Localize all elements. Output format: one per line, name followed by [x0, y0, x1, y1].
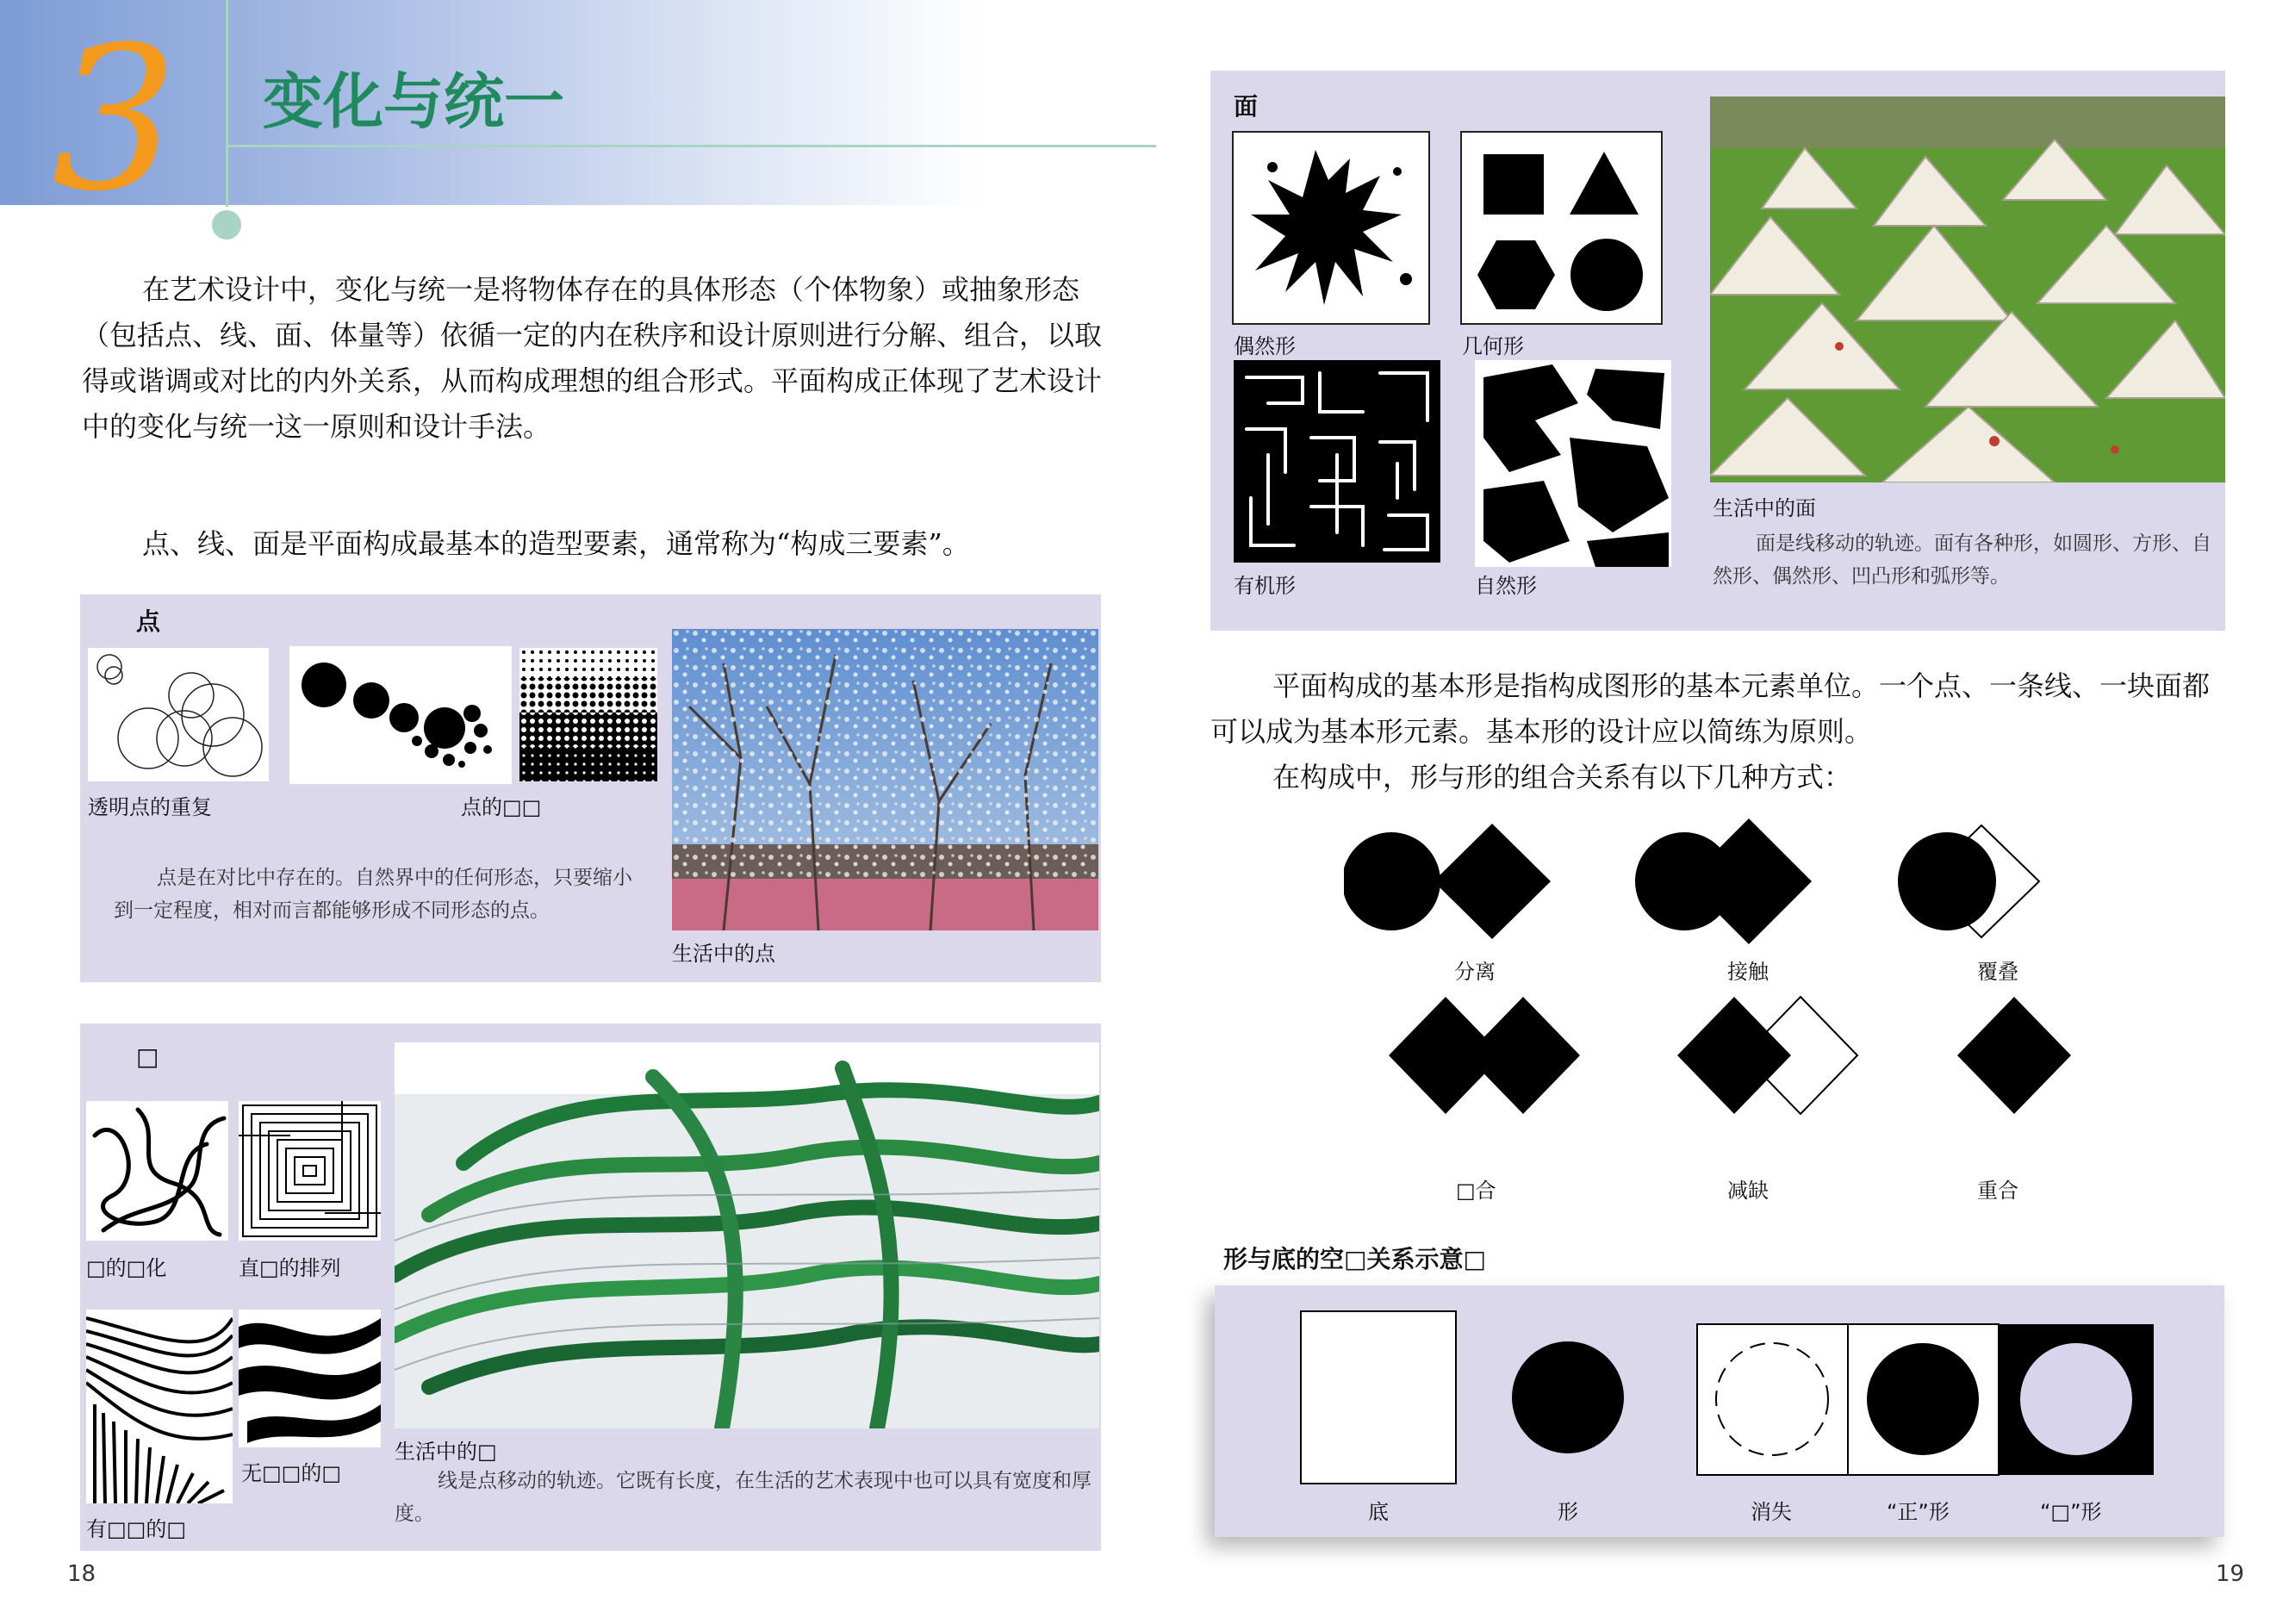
header-line — [226, 145, 1156, 147]
straight-lines-caption: 直□的排列 — [239, 1256, 341, 1280]
elements-line: 点、线、面是平面构成最基本的造型要素，通常称为“构成三要素”。 — [142, 527, 970, 560]
natural-shape-image — [1475, 360, 1671, 567]
lines-in-life-caption: 生活中的□ — [395, 1440, 497, 1464]
natural-shape-caption: 自然形 — [1475, 574, 1537, 598]
page-number-left: 18 — [67, 1561, 96, 1587]
curved-lines-image — [86, 1101, 228, 1241]
chapter-number: 3 — [52, 5, 178, 235]
dots-in-life-caption: 生活中的点 — [672, 942, 775, 966]
spiral-lines-caption: 有□□的□ — [86, 1517, 187, 1541]
organic-shape-image — [1234, 360, 1440, 563]
fg-label-vanish: 消失 — [1751, 1500, 1792, 1524]
geometric-shape-image — [1460, 131, 1663, 325]
line-description: 线是点移动的轨迹。它既有长度，在生活的艺术表现中也可以具有宽度和厚度。 — [395, 1470, 1092, 1525]
dot-panel-heading: 点 — [136, 607, 161, 636]
combo-label-coincide: 重合 — [1977, 1179, 2018, 1203]
face-description: 面是线移动的轨迹。面有各种形，如圆形、方形、自然形、偶然形、凹凸形和弧形等。 — [1713, 532, 2211, 588]
transparent-dots-image — [88, 648, 269, 781]
line-panel-heading: □ — [136, 1042, 159, 1071]
header-vline — [226, 0, 228, 207]
dot-sizes-image — [289, 646, 512, 784]
spiral-lines-image — [86, 1310, 233, 1503]
combo-label-overlap: 覆叠 — [1977, 960, 2018, 984]
figure-ground-title: 形与底的空□关系示意□ — [1223, 1245, 1486, 1273]
dot-description: 点是在对比中存在的。自然界中的任何形态，只要缩小到一定程度，相对而言都能够形成不同形态的点。 — [114, 867, 632, 922]
accidental-shape-caption: 偶然形 — [1234, 334, 1296, 358]
dots-in-life-photo — [672, 629, 1098, 930]
page-number-right: 19 — [2216, 1561, 2245, 1587]
fg-label-ground: 底 — [1368, 1500, 1389, 1524]
geometric-shape-caption: 几何形 — [1462, 334, 1524, 358]
faces-in-life-photo — [1710, 96, 2225, 482]
organic-shape-caption: 有机形 — [1234, 574, 1296, 598]
faces-in-life-caption: 生活中的面 — [1713, 496, 1816, 520]
curved-lines-caption: □的□化 — [86, 1256, 167, 1280]
dot-sizes-caption: 点的□□ — [461, 795, 542, 819]
lines-in-life-photo — [395, 1042, 1099, 1428]
intro-paragraph: 在艺术设计中，变化与统一是将物体存在的具体形态（个体物象）或抽象形态（包括点、线、面、体量等）依循一定的内在秩序和设计原则进行分解、组合，以取得或谐调或对比的内外关系，从而构成理想的组合形式。平面构成正体现了艺术设计中的变化与统一这一原则和设计手法。 — [82, 273, 1103, 443]
transparent-dots-caption: 透明点的重复 — [88, 795, 212, 819]
header-dot — [212, 210, 241, 240]
wave-bands-caption: 无□□的□ — [241, 1461, 342, 1485]
combo-label-separation: 分离 — [1454, 960, 1496, 984]
accidental-shape-image — [1232, 131, 1430, 325]
combo-label-union: □合 — [1456, 1179, 1496, 1203]
fg-label-positive: “正”形 — [1887, 1500, 1950, 1524]
fg-label-negative: “□”形 — [2040, 1500, 2102, 1524]
halftone-image — [519, 648, 657, 781]
chapter-title: 变化与统一 — [263, 65, 564, 137]
combo-label-subtraction: 减缺 — [1727, 1179, 1769, 1203]
combo-label-contact: 接触 — [1727, 960, 1769, 984]
wave-bands-image — [239, 1310, 381, 1447]
fg-label-figure: 形 — [1558, 1500, 1578, 1524]
combination-intro: 在构成中，形与形的组合关系有以下几种方式： — [1272, 761, 1852, 793]
face-panel-heading: 面 — [1234, 92, 1259, 121]
straight-lines-image — [239, 1101, 381, 1241]
basic-shape-paragraph: 平面构成的基本形是指构成图形的基本元素单位。一个点、一条线、一块面都可以成为基本形元素。基本形的设计应以简练为原则。 — [1210, 669, 2211, 748]
